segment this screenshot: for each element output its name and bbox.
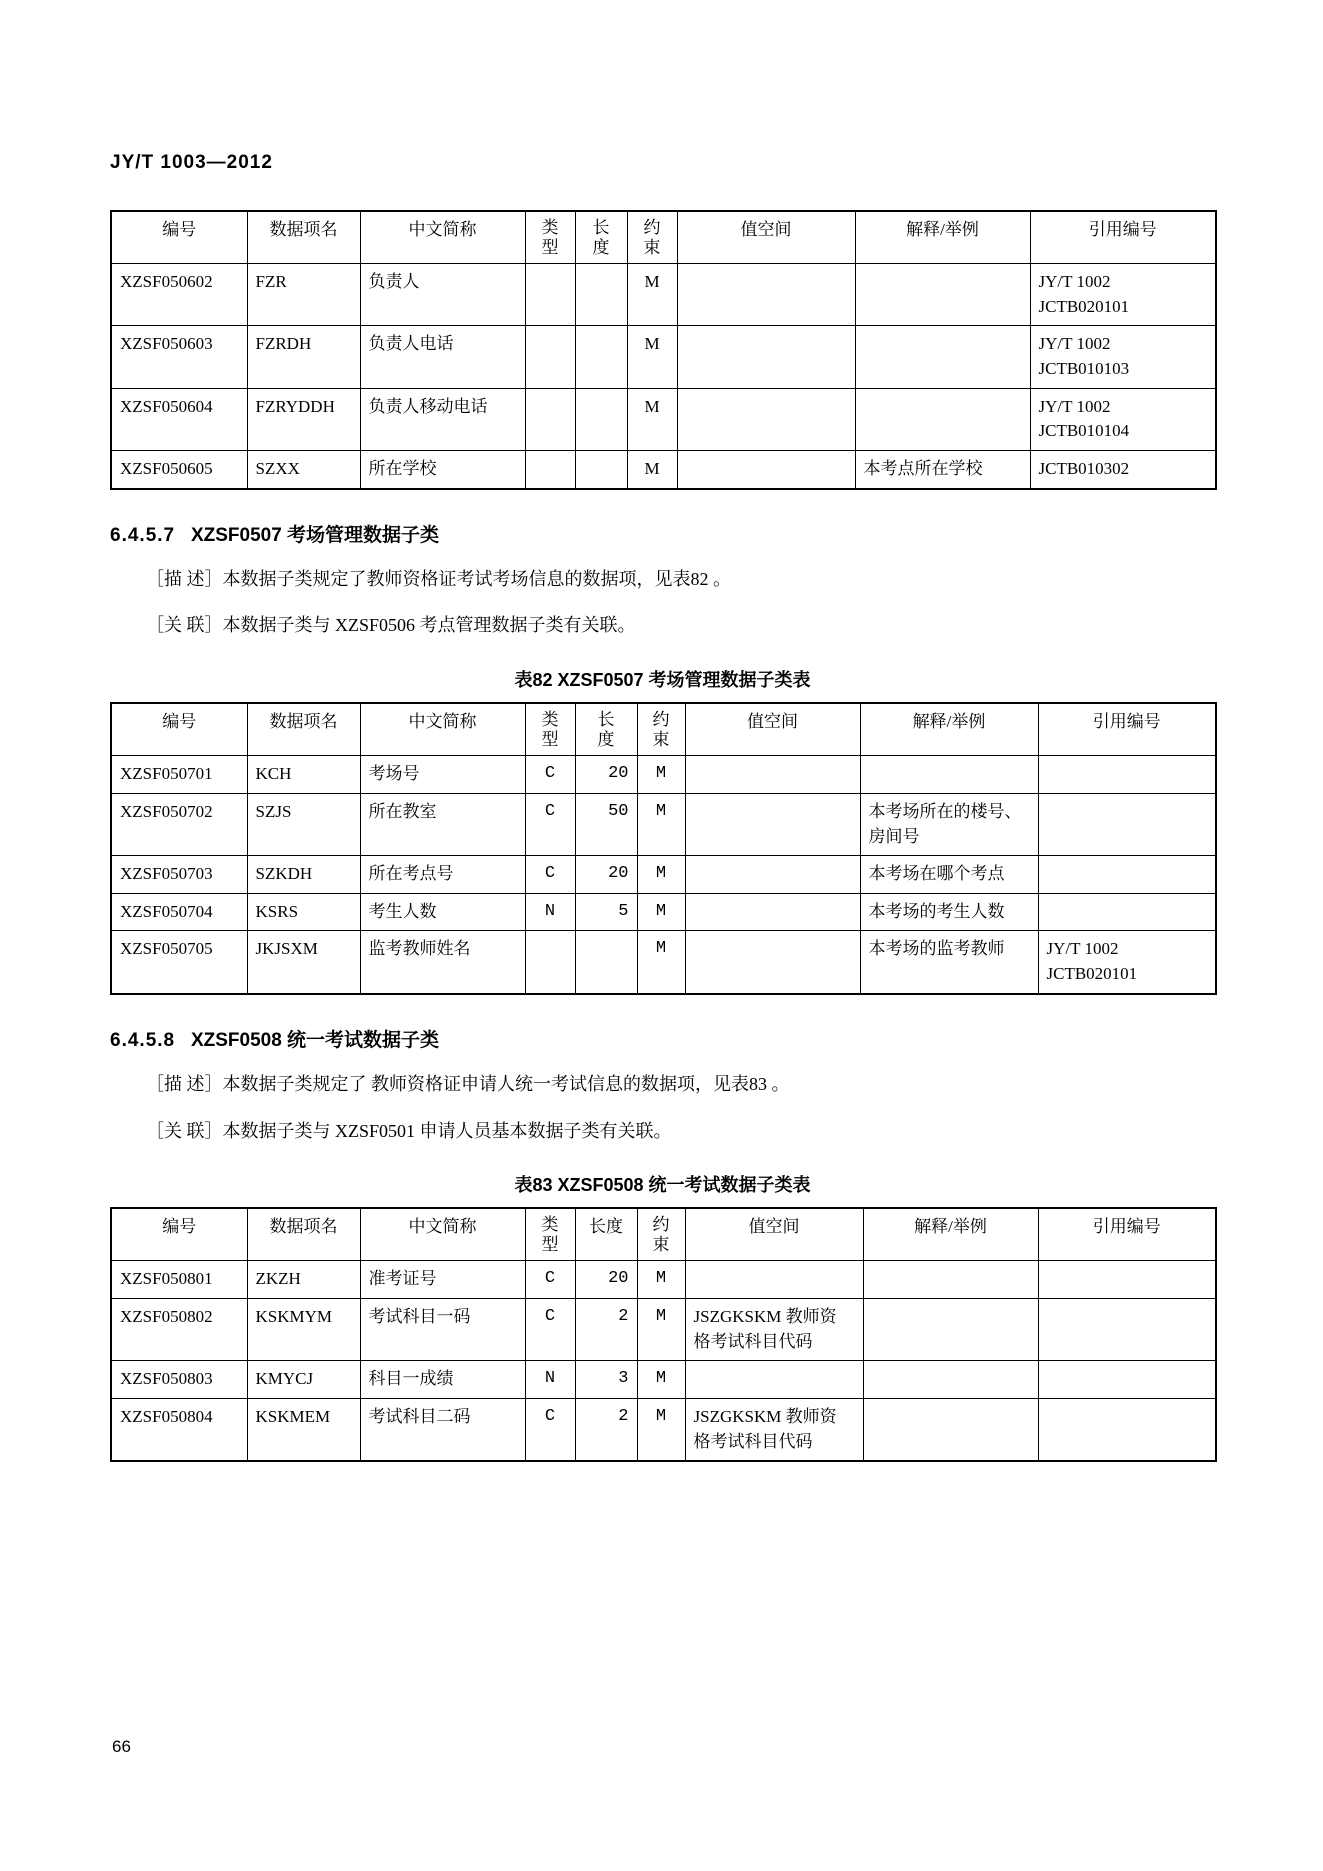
cell-value-space bbox=[677, 264, 855, 326]
cell-name: FZRDH bbox=[247, 326, 360, 388]
description-paragraph-6458 bbox=[146, 1070, 1215, 1099]
cell-length: 5 bbox=[575, 893, 637, 931]
cell-value-space bbox=[685, 893, 860, 931]
cell-type bbox=[525, 388, 575, 450]
relation-tag: ［关 联］ bbox=[146, 1120, 223, 1141]
cell-ref bbox=[1038, 893, 1215, 931]
col-id: 编号 bbox=[112, 1209, 247, 1261]
col-constraint: 约 束 bbox=[637, 1209, 685, 1261]
cell-ref: JY/T 1002 JCTB010103 bbox=[1030, 326, 1215, 388]
col-value-space: 值空间 bbox=[685, 704, 860, 756]
cell-type: C bbox=[525, 1261, 575, 1299]
cell-constraint: M bbox=[637, 1299, 685, 1361]
cell-name: KSKMEM bbox=[247, 1399, 360, 1461]
cell-note bbox=[863, 1299, 1038, 1361]
col-id: 编号 bbox=[112, 212, 247, 264]
cell-length: 3 bbox=[575, 1361, 637, 1399]
col-length: 长 度 bbox=[575, 212, 627, 264]
cell-note bbox=[860, 756, 1038, 794]
col-ref: 引用编号 bbox=[1038, 1209, 1215, 1261]
cell-constraint: M bbox=[637, 931, 685, 993]
cell-id: XZSF050603 bbox=[112, 326, 247, 388]
table-row bbox=[112, 264, 1215, 326]
cell-note: 本考点所在学校 bbox=[855, 450, 1030, 487]
relation-text: 本数据子类与 XZSF0501 申请人员基本数据子类有关联。 bbox=[222, 1120, 672, 1141]
cell-length: 20 bbox=[575, 756, 637, 794]
col-id: 编号 bbox=[112, 704, 247, 756]
cell-constraint: M bbox=[637, 856, 685, 894]
cell-length bbox=[575, 264, 627, 326]
cell-constraint: M bbox=[627, 326, 677, 388]
cell-ref: JY/T 1002 JCTB020101 bbox=[1038, 931, 1215, 993]
cell-value-space bbox=[677, 388, 855, 450]
cell-constraint: M bbox=[637, 893, 685, 931]
cell-ref bbox=[1038, 1361, 1215, 1399]
cell-length: 20 bbox=[575, 1261, 637, 1299]
cell-cn: 负责人 bbox=[360, 264, 525, 326]
cell-cn: 考试科目一码 bbox=[360, 1299, 525, 1361]
relation-paragraph-6457 bbox=[146, 611, 1215, 640]
cell-length bbox=[575, 931, 637, 993]
description-text: 本数据子类规定了教师资格证考试考场信息的数据项，见表82 。 bbox=[222, 568, 731, 589]
table-caption-83: 表83 XZSF0508 统一考试数据子类表 bbox=[514, 1175, 811, 1196]
cell-cn: 考生人数 bbox=[360, 893, 525, 931]
cell-name: ZKZH bbox=[247, 1261, 360, 1299]
cell-constraint: M bbox=[637, 756, 685, 794]
cell-id: XZSF050801 bbox=[112, 1261, 247, 1299]
cell-type bbox=[525, 450, 575, 487]
cell-value-space: JSZGKSKM 教师资 格考试科目代码 bbox=[685, 1299, 863, 1361]
cell-cn: 所在教室 bbox=[360, 793, 525, 855]
cell-cn: 监考教师姓名 bbox=[360, 931, 525, 993]
cell-value-space bbox=[685, 1361, 863, 1399]
section-title: XZSF0507 考场管理数据子类 bbox=[190, 524, 440, 546]
cell-note bbox=[855, 326, 1030, 388]
section-heading-6458 bbox=[110, 1025, 1215, 1052]
relation-paragraph-6458 bbox=[146, 1117, 1215, 1146]
description-paragraph-6457 bbox=[146, 565, 1215, 594]
cell-length: 50 bbox=[575, 793, 637, 855]
cell-note bbox=[863, 1361, 1038, 1399]
cell-cn: 负责人移动电话 bbox=[360, 388, 525, 450]
cell-name: SZJS bbox=[247, 793, 360, 855]
cell-id: XZSF050705 bbox=[112, 931, 247, 993]
cell-cn: 准考证号 bbox=[360, 1261, 525, 1299]
col-name: 数据项名 bbox=[247, 212, 360, 264]
cell-ref: JCTB010302 bbox=[1030, 450, 1215, 487]
col-note: 解释/举例 bbox=[863, 1209, 1038, 1261]
col-cn: 中文简称 bbox=[360, 704, 525, 756]
table-row bbox=[112, 756, 1215, 794]
cell-constraint: M bbox=[637, 1399, 685, 1461]
cell-type: C bbox=[525, 793, 575, 855]
cell-id: XZSF050701 bbox=[112, 756, 247, 794]
cell-length: 20 bbox=[575, 856, 637, 894]
table-header-row bbox=[112, 704, 1215, 756]
cell-id: XZSF050602 bbox=[112, 264, 247, 326]
table-xzsf0506-continued bbox=[110, 210, 1217, 490]
table-row bbox=[112, 793, 1215, 855]
cell-id: XZSF050803 bbox=[112, 1361, 247, 1399]
table-xzsf0508 bbox=[110, 1207, 1217, 1462]
cell-cn: 负责人电话 bbox=[360, 326, 525, 388]
col-value-space: 值空间 bbox=[677, 212, 855, 264]
cell-ref bbox=[1038, 793, 1215, 855]
cell-length bbox=[575, 326, 627, 388]
col-length: 长度 bbox=[575, 1209, 637, 1261]
cell-id: XZSF050702 bbox=[112, 793, 247, 855]
col-constraint: 约 束 bbox=[627, 212, 677, 264]
col-cn: 中文简称 bbox=[360, 1209, 525, 1261]
cell-constraint: M bbox=[627, 388, 677, 450]
cell-value-space bbox=[677, 326, 855, 388]
cell-type: C bbox=[525, 756, 575, 794]
table-row bbox=[112, 450, 1215, 487]
cell-length: 2 bbox=[575, 1299, 637, 1361]
relation-tag: ［关 联］ bbox=[146, 615, 223, 636]
cell-ref bbox=[1038, 1299, 1215, 1361]
cell-name: KSRS bbox=[247, 893, 360, 931]
cell-name: FZR bbox=[247, 264, 360, 326]
cell-note bbox=[855, 388, 1030, 450]
cell-name: JKJSXM bbox=[247, 931, 360, 993]
cell-type bbox=[525, 931, 575, 993]
cell-id: XZSF050704 bbox=[112, 893, 247, 931]
cell-value-space: JSZGKSKM 教师资 格考试科目代码 bbox=[685, 1399, 863, 1461]
table-row bbox=[112, 388, 1215, 450]
cell-type bbox=[525, 326, 575, 388]
cell-id: XZSF050804 bbox=[112, 1399, 247, 1461]
col-type: 类 型 bbox=[525, 1209, 575, 1261]
col-type: 类 型 bbox=[525, 704, 575, 756]
col-ref: 引用编号 bbox=[1038, 704, 1215, 756]
cell-type: C bbox=[525, 1299, 575, 1361]
table-row bbox=[112, 1361, 1215, 1399]
cell-name: FZRYDDH bbox=[247, 388, 360, 450]
cell-name: SZXX bbox=[247, 450, 360, 487]
table-header-row bbox=[112, 1209, 1215, 1261]
page-number: 66 bbox=[112, 1737, 131, 1756]
cell-type: C bbox=[525, 1399, 575, 1461]
col-note: 解释/举例 bbox=[860, 704, 1038, 756]
cell-value-space bbox=[685, 931, 860, 993]
col-name: 数据项名 bbox=[247, 704, 360, 756]
cell-cn: 科目一成绩 bbox=[360, 1361, 525, 1399]
cell-value-space bbox=[685, 793, 860, 855]
relation-text: 本数据子类与 XZSF0506 考点管理数据子类有关联。 bbox=[222, 615, 636, 636]
description-text: 本数据子类规定了 教师资格证申请人统一考试信息的数据项，见表83 。 bbox=[222, 1073, 790, 1094]
cell-cn: 考场号 bbox=[360, 756, 525, 794]
cell-note bbox=[863, 1261, 1038, 1299]
cell-id: XZSF050802 bbox=[112, 1299, 247, 1361]
cell-id: XZSF050604 bbox=[112, 388, 247, 450]
table-header-row bbox=[112, 212, 1215, 264]
cell-ref: JY/T 1002 JCTB010104 bbox=[1030, 388, 1215, 450]
cell-length bbox=[575, 388, 627, 450]
table-row bbox=[112, 1399, 1215, 1461]
section-title: XZSF0508 统一考试数据子类 bbox=[190, 1029, 440, 1051]
cell-value-space bbox=[677, 450, 855, 487]
cell-ref bbox=[1038, 1261, 1215, 1299]
table-row bbox=[112, 893, 1215, 931]
cell-constraint: M bbox=[637, 1261, 685, 1299]
cell-length bbox=[575, 450, 627, 487]
cell-constraint: M bbox=[627, 264, 677, 326]
cell-cn: 所在学校 bbox=[360, 450, 525, 487]
cell-note: 本考场的监考教师 bbox=[860, 931, 1038, 993]
description-tag: ［描 述］ bbox=[146, 568, 223, 589]
section-heading-6457 bbox=[110, 520, 1215, 547]
section-number: 6.4.5.7 bbox=[110, 524, 176, 546]
cell-name: KCH bbox=[247, 756, 360, 794]
cell-value-space bbox=[685, 856, 860, 894]
cell-note bbox=[855, 264, 1030, 326]
page-content bbox=[110, 210, 1215, 1462]
table-row bbox=[112, 931, 1215, 993]
col-cn: 中文简称 bbox=[360, 212, 525, 264]
cell-ref: JY/T 1002 JCTB020101 bbox=[1030, 264, 1215, 326]
cell-cn: 考试科目二码 bbox=[360, 1399, 525, 1461]
table-row bbox=[112, 326, 1215, 388]
cell-constraint: M bbox=[637, 1361, 685, 1399]
table-row bbox=[112, 1299, 1215, 1361]
cell-cn: 所在考点号 bbox=[360, 856, 525, 894]
col-ref: 引用编号 bbox=[1030, 212, 1215, 264]
cell-value-space bbox=[685, 756, 860, 794]
col-constraint: 约 束 bbox=[637, 704, 685, 756]
cell-type: N bbox=[525, 893, 575, 931]
cell-id: XZSF050703 bbox=[112, 856, 247, 894]
col-type: 类 型 bbox=[525, 212, 575, 264]
cell-constraint: M bbox=[637, 793, 685, 855]
cell-note bbox=[863, 1399, 1038, 1461]
section-number: 6.4.5.8 bbox=[110, 1029, 176, 1051]
col-name: 数据项名 bbox=[247, 1209, 360, 1261]
table-xzsf0507 bbox=[110, 702, 1217, 995]
cell-ref bbox=[1038, 1399, 1215, 1461]
cell-type: N bbox=[525, 1361, 575, 1399]
description-tag: ［描 述］ bbox=[146, 1073, 223, 1094]
cell-note: 本考场在哪个考点 bbox=[860, 856, 1038, 894]
col-note: 解释/举例 bbox=[855, 212, 1030, 264]
cell-name: KSKMYM bbox=[247, 1299, 360, 1361]
cell-id: XZSF050605 bbox=[112, 450, 247, 487]
cell-name: KMYCJ bbox=[247, 1361, 360, 1399]
col-length: 长 度 bbox=[575, 704, 637, 756]
cell-type: C bbox=[525, 856, 575, 894]
cell-note: 本考场的考生人数 bbox=[860, 893, 1038, 931]
table-caption-82: 表82 XZSF0507 考场管理数据子类表 bbox=[514, 670, 811, 691]
col-value-space: 值空间 bbox=[685, 1209, 863, 1261]
cell-name: SZKDH bbox=[247, 856, 360, 894]
cell-constraint: M bbox=[627, 450, 677, 487]
cell-ref bbox=[1038, 856, 1215, 894]
table-row bbox=[112, 1261, 1215, 1299]
cell-ref bbox=[1038, 756, 1215, 794]
cell-length: 2 bbox=[575, 1399, 637, 1461]
cell-value-space bbox=[685, 1261, 863, 1299]
cell-note: 本考场所在的楼号、 房间号 bbox=[860, 793, 1038, 855]
cell-type bbox=[525, 264, 575, 326]
page-header: JY/T 1003—2012 bbox=[110, 152, 273, 173]
table-row bbox=[112, 856, 1215, 894]
